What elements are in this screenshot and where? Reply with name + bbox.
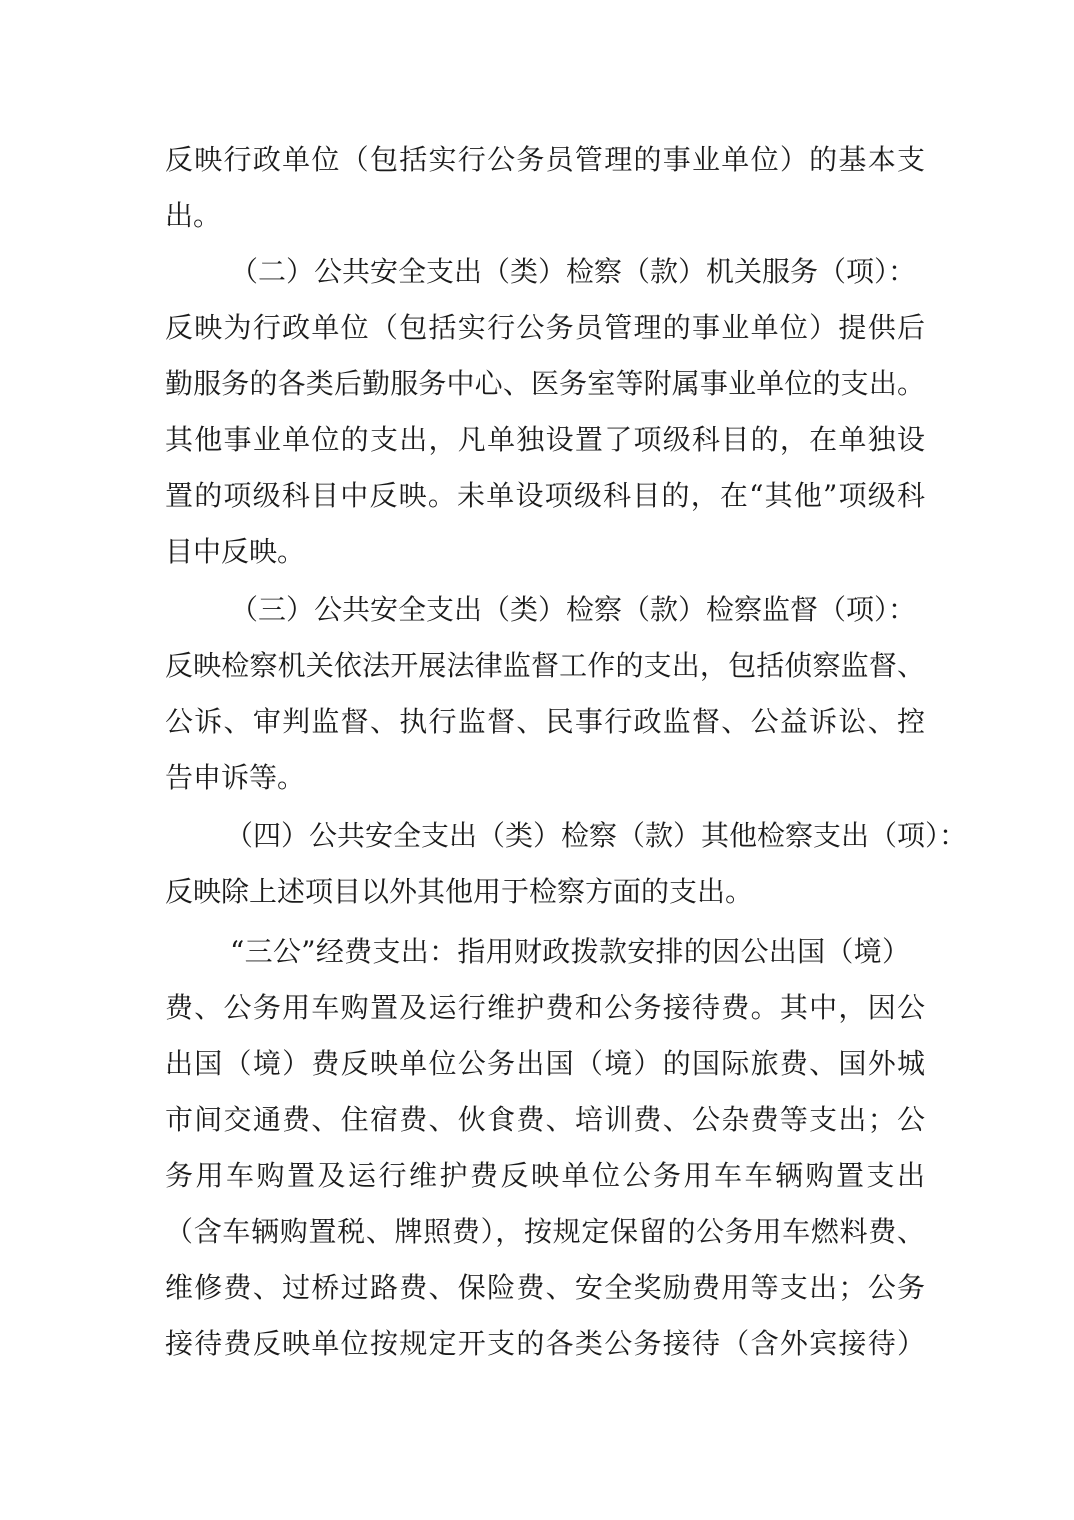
text-line: 出。 xyxy=(165,199,222,232)
text-line: 目中反映。 xyxy=(165,535,306,568)
section-heading: （四）公共安全支出（类）检察（款）其他检察支出（项）： xyxy=(225,819,968,852)
text-line: 出国（境）费反映单位公务出国（境）的国际旅费、国外城 xyxy=(165,1047,925,1080)
text-line: 公诉、审判监督、执行监督、民事行政监督、公益诉讼、控 xyxy=(165,705,925,738)
text-line: 其他事业单位的支出，凡单独设置了项级科目的，在单独设 xyxy=(165,423,925,456)
text-line: 置的项级科目中反映。未单设项级科目的，在“其他”项级科 xyxy=(165,479,925,512)
text-line: 反映为行政单位（包括实行公务员管理的事业单位）提供后 xyxy=(165,311,925,344)
text-line: 维修费、过桥过路费、保险费、安全奖励费用等支出；公务 xyxy=(165,1271,925,1304)
text-line: 反映检察机关依法开展法律监督工作的支出，包括侦察监督、 xyxy=(165,649,925,682)
text-line: 反映除上述项目以外其他用于检察方面的支出。 xyxy=(165,875,754,908)
text-line: 接待费反映单位按规定开支的各类公务接待（含外宾接待） xyxy=(165,1327,925,1360)
text-line: 勤服务的各类后勤服务中心、医务室等附属事业单位的支出。 xyxy=(165,367,925,400)
section-heading: （三）公共安全支出（类）检察（款）检察监督（项）： xyxy=(230,593,917,626)
text-line: 务用车购置及运行维护费反映单位公务用车车辆购置支出 xyxy=(165,1159,925,1192)
text-line: 反映行政单位（包括实行公务员管理的事业单位）的基本支 xyxy=(165,143,925,176)
section-heading: “三公”经费支出：指用财政拨款安排的因公出国（境） xyxy=(230,935,910,968)
text-line: 市间交通费、住宿费、伙食费、培训费、公杂费等支出；公 xyxy=(165,1103,925,1136)
text-line: 费、公务用车购置及运行维护费和公务接待费。其中，因公 xyxy=(165,991,925,1024)
section-heading: （二）公共安全支出（类）检察（款）机关服务（项）： xyxy=(230,255,917,288)
text-line: （含车辆购置税、牌照费），按规定保留的公务用车燃料费、 xyxy=(165,1215,925,1248)
text-line: 告申诉等。 xyxy=(165,761,306,794)
